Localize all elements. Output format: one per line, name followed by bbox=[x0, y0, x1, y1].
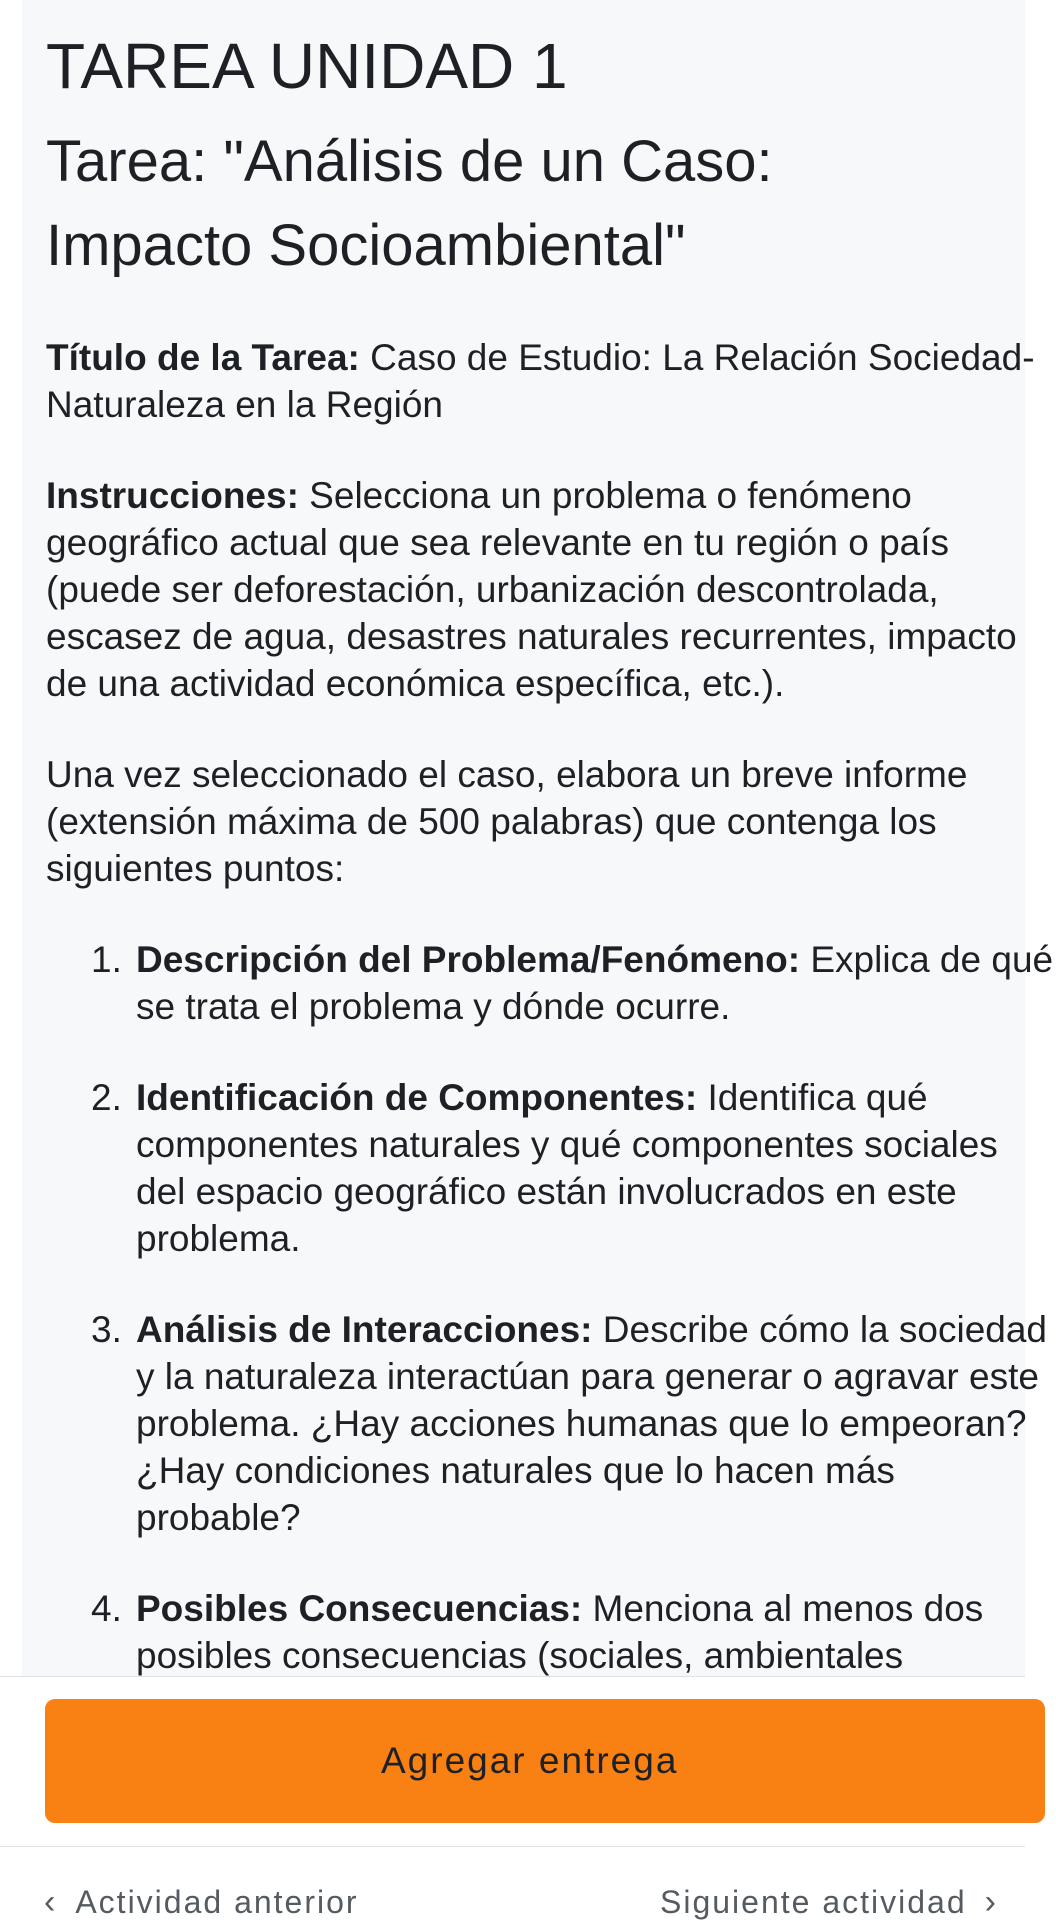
list-item bbox=[46, 1074, 1056, 1262]
activity-footer bbox=[0, 1677, 1025, 1921]
points-list bbox=[46, 936, 1054, 1679]
task-title-paragraph bbox=[46, 334, 1046, 428]
unit-title: TAREA UNIDAD 1 bbox=[46, 30, 568, 102]
add-submission-button[interactable]: Agregar entrega bbox=[45, 1699, 1045, 1823]
list-item-number: 3. bbox=[91, 1309, 122, 1350]
list-item bbox=[46, 1306, 1056, 1541]
instructions-paragraph bbox=[46, 472, 1046, 707]
list-item-number: 1. bbox=[91, 939, 122, 980]
next-activity-link[interactable] bbox=[660, 1883, 998, 1922]
list-item-number: 2. bbox=[91, 1077, 122, 1118]
list-item-label: Descripción del Problema/Fenómeno: bbox=[136, 939, 801, 980]
list-item bbox=[46, 936, 1056, 1030]
chevron-right-icon: › bbox=[984, 1883, 998, 1921]
previous-activity-label: Actividad anterior bbox=[75, 1884, 359, 1920]
assignment-content[interactable] bbox=[22, 0, 1054, 1676]
next-activity-label: Siguiente actividad bbox=[660, 1884, 967, 1920]
list-item-label: Análisis de Interacciones: bbox=[136, 1309, 593, 1350]
report-paragraph: Una vez seleccionado el caso, elabora un breve informe (extensión máxima de 500 palabras) que contenga los siguientes puntos: bbox=[46, 754, 968, 889]
list-item-number: 4. bbox=[91, 1588, 122, 1629]
task-title-label: Título de la Tarea: bbox=[46, 337, 360, 378]
list-item-text: Describe cómo la sociedad y la naturaleza interactúan para generar o agravar este problema. ¿Hay acciones humanas que lo empeoran? ¿Hay condiciones naturales que lo hacen más probable? bbox=[136, 1309, 1048, 1538]
chevron-left-icon: ‹ bbox=[44, 1883, 58, 1921]
list-item-label: Posibles Consecuencias: bbox=[136, 1588, 583, 1629]
task-title: Tarea: "Análisis de un Caso: Impacto Socioambiental" bbox=[46, 129, 773, 278]
task-title-text: Caso de Estudio: La Relación Sociedad-Naturaleza en la Región bbox=[46, 337, 1035, 425]
list-item-text: Identifica qué componentes naturales y qué componentes sociales del espacio geográfico están involucrados en este problema. bbox=[136, 1077, 998, 1259]
assignment-body bbox=[46, 28, 1054, 1723]
list-item-text: Explica de qué se trata el problema y dónde ocurre. bbox=[136, 939, 1054, 1027]
list-item bbox=[46, 1585, 1056, 1679]
instructions-label: Instrucciones: bbox=[46, 475, 299, 516]
list-item-text: Menciona al menos dos posibles consecuencias (sociales, ambientales bbox=[136, 1588, 984, 1676]
nav-divider bbox=[0, 1846, 1025, 1847]
previous-activity-link[interactable] bbox=[44, 1883, 359, 1922]
list-item-label: Identificación de Componentes: bbox=[136, 1077, 698, 1118]
instructions-text: Selecciona un problema o fenómeno geográfico actual que sea relevante en tu región o país (puede ser deforestación, urbanización descontrolada, escasez de agua, desastres naturales recurrentes, impacto de una actividad económica específica, etc.). bbox=[46, 475, 1017, 704]
